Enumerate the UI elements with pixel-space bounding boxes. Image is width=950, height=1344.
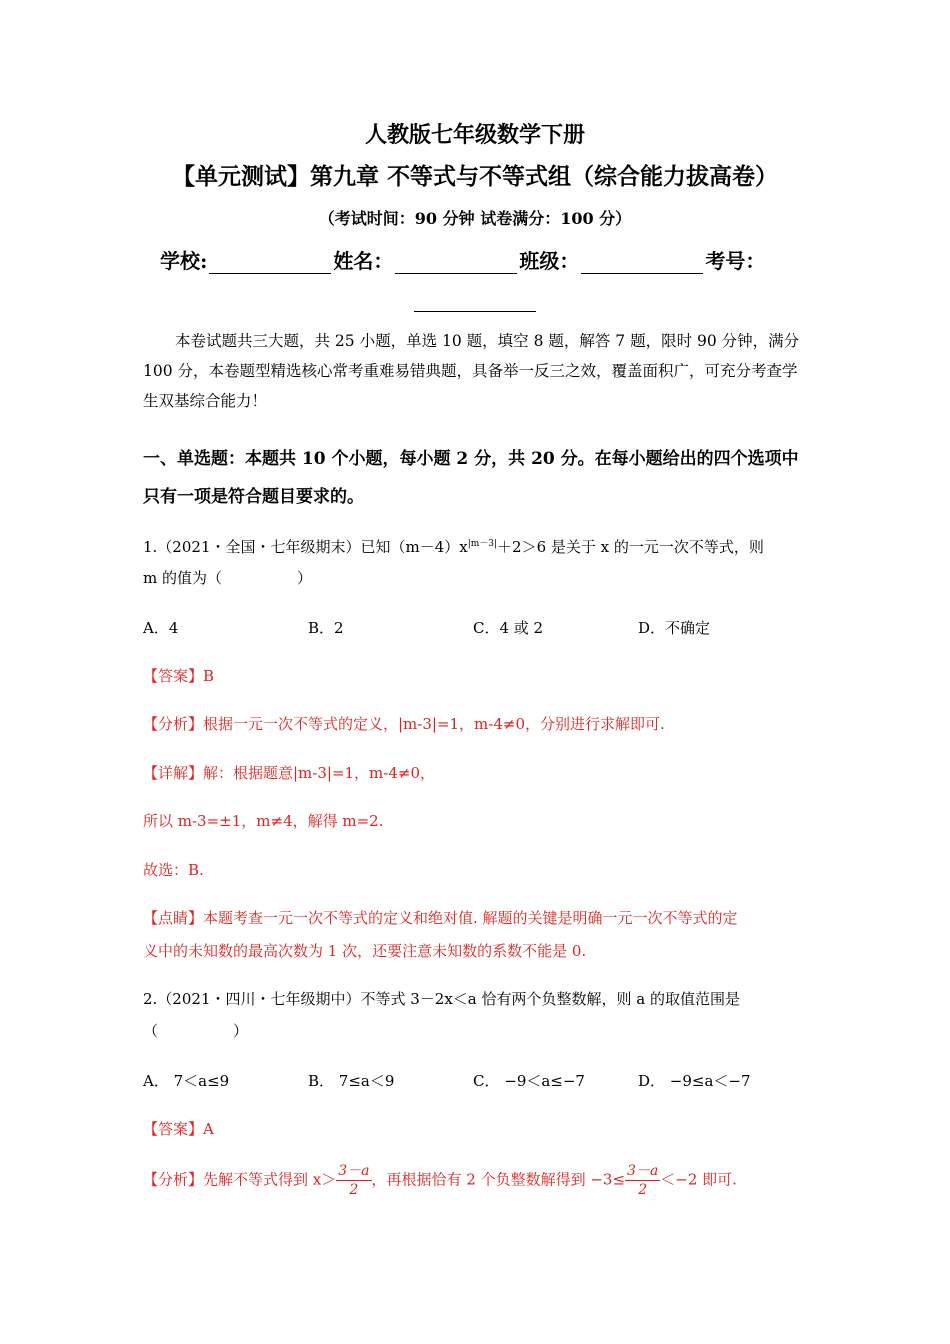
page-subtitle: 【单元测试】第九章 不等式与不等式组（综合能力拔高卷） (171, 163, 778, 190)
q2-analysis (143, 1162, 737, 1199)
q1-comment-line1: 【点睛】本题考查一元一次不等式的定义和绝对值. 解题的关键是明确一元一次不等式的定 (143, 909, 738, 927)
name-label: 姓名： (333, 249, 394, 273)
q1-detail: 【详解】解：根据题意|m-3|=1，m-4≠0， (143, 764, 436, 782)
q1-detail-2: 所以 m-3=±1，m≠4，解得 m=2. (143, 812, 384, 830)
q1-option-a: A．4 (143, 619, 179, 637)
school-label: 学校: (160, 249, 208, 273)
fraction-denominator: 2 (638, 1182, 648, 1198)
q2-answer: 【答案】A (143, 1120, 214, 1138)
section-heading: 一、单选题：本题共 10 个小题，每小题 2 分，共 20 分。在每小题给出的四个选项中只有一项是符合题目要求的。 (143, 449, 799, 507)
q1-analysis: 【分析】根据一元一次不等式的定义，|m-3|=1，m-4≠0，分别进行求解即可. (143, 715, 665, 733)
q2-fraction-1 (336, 1162, 371, 1199)
q2-stem-line1: 2.（2021・四川・七年级期中）不等式 3－2x＜a 恰有两个负整数解，则 a 的取值范围是 (143, 990, 740, 1008)
q2-analysis-a: 【分析】先解不等式得到 x＞ (143, 1170, 337, 1189)
q1-option-b: B．2 (308, 619, 344, 637)
q2-option-d: D． −9≤a＜−7 (638, 1072, 751, 1090)
q2-option-a: A． 7＜a≤9 (143, 1072, 230, 1090)
q1-detail-3: 故选：B. (143, 861, 204, 879)
fraction-denominator: 2 (349, 1182, 359, 1198)
school-blank[interactable] (209, 251, 331, 274)
intro-paragraph: 本卷试题共三大题，共 25 小题，单选 10 题，填空 8 题，解答 7 题，限时 90 分钟，满分 100 分，本卷题型精选核心常考重难易错典题，具备举一反三之效，覆盖面积广，可充分考查学生双基综合能力！ (143, 332, 800, 410)
q2-option-c: C． −9＜a≤−7 (473, 1072, 585, 1090)
q1-stem-line2: m 的值为（ ） (143, 569, 312, 587)
number-blank[interactable] (414, 295, 536, 312)
q1-option-d: D．不确定 (638, 619, 711, 637)
number-label: 考号： (705, 249, 766, 273)
class-label: 班级： (519, 249, 580, 273)
exam-info: （考试时间：90 分钟 试卷满分：100 分） (318, 209, 632, 228)
q2-fraction-2 (625, 1162, 660, 1199)
q1-stem-a: 1.（2021・全国・七年级期末）已知（m－4）x (143, 538, 468, 556)
student-info-fields (160, 245, 765, 274)
q2-option-b: B． 7≤a＜9 (308, 1072, 395, 1090)
fraction-numerator: 3－a (338, 1163, 370, 1179)
q1-stem-line1 (143, 536, 764, 557)
q1-comment-line2: 义中的未知数的最高次数为 1 次，还要注意未知数的系数不能是 0. (143, 942, 587, 960)
q1-exponent: |m－3| (467, 539, 498, 549)
fraction-numerator: 3－a (627, 1163, 659, 1179)
q2-analysis-b: ，再根据恰有 2 个负整数解得到 −3≤ (371, 1170, 626, 1189)
name-blank[interactable] (395, 251, 517, 274)
q2-analysis-c: ＜−2 即可. (660, 1170, 737, 1189)
q1-option-c: C．4 或 2 (473, 619, 544, 637)
q2-stem-line2: （ ） (143, 1022, 249, 1040)
q1-stem-b: ＋2＞6 是关于 x 的一元一次不等式，则 (497, 538, 764, 556)
q1-answer: 【答案】B (143, 667, 215, 685)
page-title: 人教版七年级数学下册 (364, 122, 585, 148)
class-blank[interactable] (581, 251, 703, 274)
